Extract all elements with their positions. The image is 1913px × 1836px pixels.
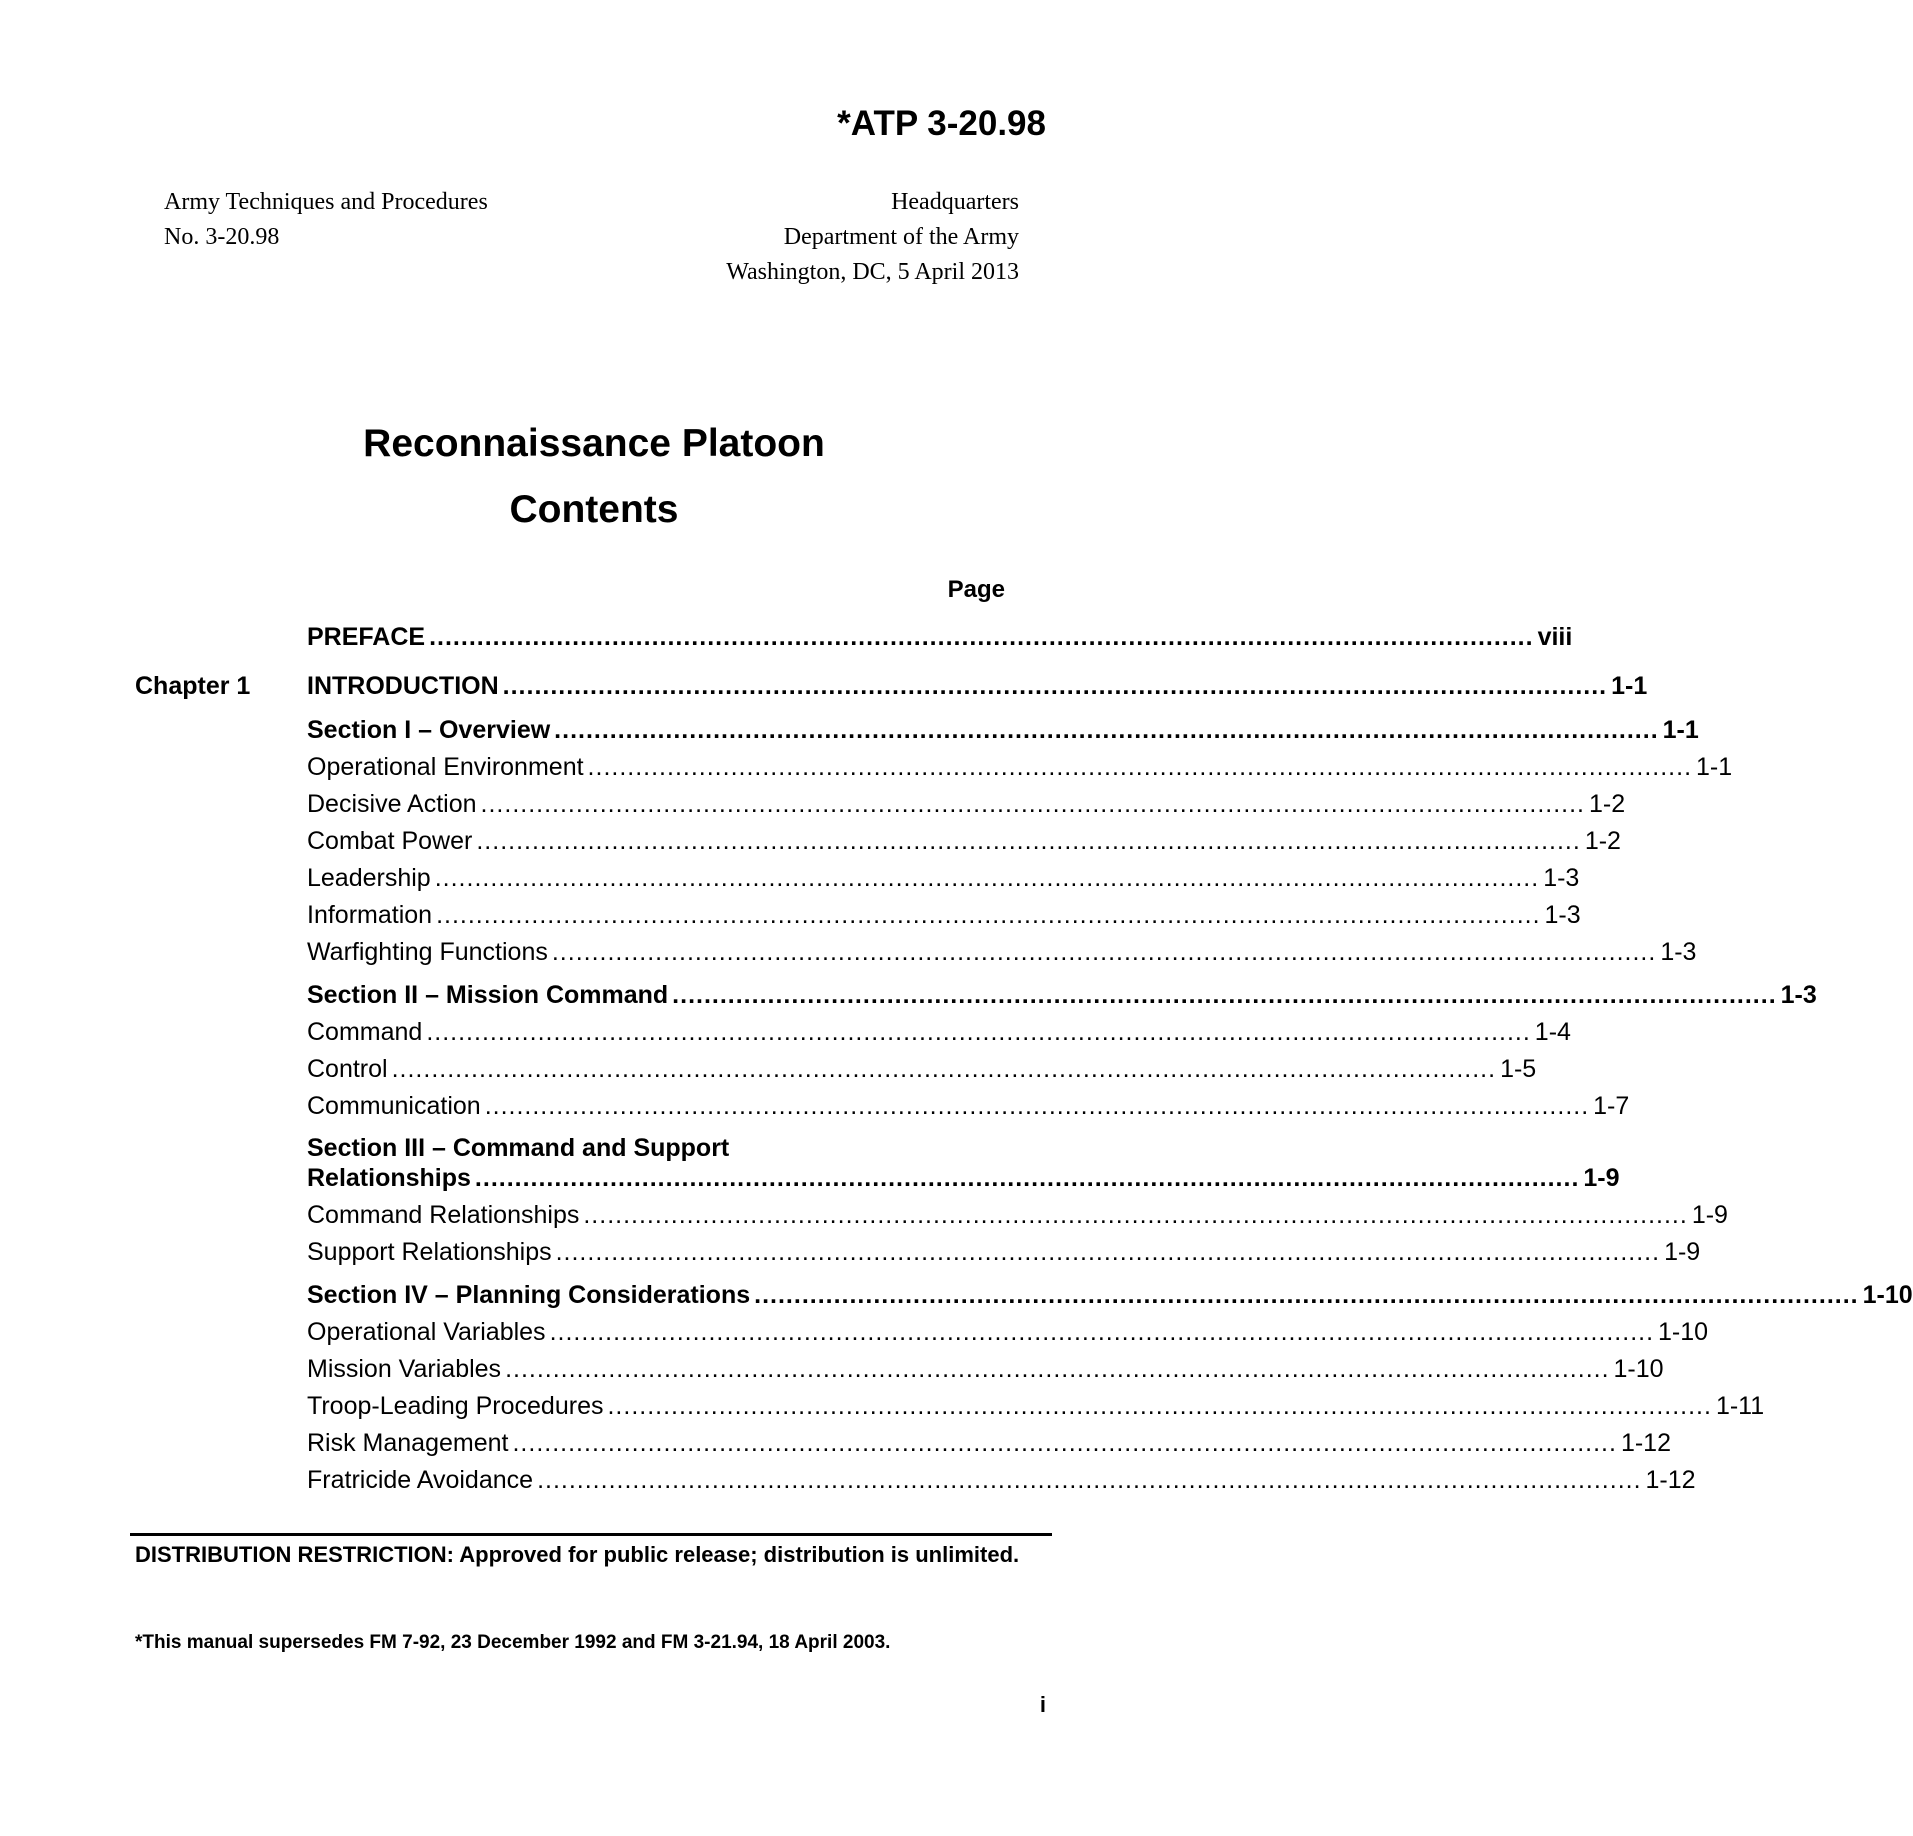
toc-leader-dots: ...........................................................................................................................................: [429, 623, 1534, 651]
toc-entry-title: Risk Management: [307, 1429, 509, 1457]
toc-entry-page: viii: [1537, 623, 1573, 651]
toc-entry-page: 1-12: [1620, 1429, 1671, 1457]
toc-leader-dots: ...........................................................................................................................................: [555, 1238, 1661, 1266]
toc-leader-dots: ...........................................................................................................................................: [754, 1281, 1859, 1309]
toc-entry-chapter-1[interactable]: [307, 671, 1648, 702]
toc-entry-page: 1-3: [1544, 901, 1581, 929]
toc-entry[interactable]: [307, 1017, 1571, 1048]
toc-entry-title: Operational Variables: [307, 1318, 546, 1346]
toc-entry[interactable]: [307, 1465, 1696, 1496]
toc-entry-page: 1-1: [1696, 753, 1733, 781]
toc-entry-page: 1-9: [1691, 1201, 1728, 1229]
publication-number: No. 3-20.98: [164, 224, 280, 250]
toc-leader-dots: ...........................................................................................................................................: [476, 827, 1581, 855]
toc-leader-dots: ...........................................................................................................................................: [554, 716, 1659, 744]
toc-entry-page: 1-3: [1780, 981, 1817, 1009]
toc-entry-page: 1-12: [1645, 1466, 1696, 1494]
toc-leader-dots: ...........................................................................................................................................: [549, 1318, 1655, 1346]
document-title: Reconnaissance Platoon: [363, 422, 825, 465]
toc-entry-page: 1-7: [1593, 1092, 1630, 1120]
toc-entry-section[interactable]: [307, 715, 1699, 746]
toc-leader-dots: ...........................................................................................................................................: [537, 1466, 1642, 1494]
issuing-authority: [726, 185, 1019, 290]
toc-entry-title: Mission Variables: [307, 1355, 502, 1383]
toc-leader-dots: ...........................................................................................................................................: [484, 1092, 1590, 1120]
toc-leader-dots: ...........................................................................................................................................: [502, 672, 1608, 700]
toc-leader-dots: ...........................................................................................................................................: [512, 1429, 1617, 1457]
toc-entry-title: Control: [307, 1055, 388, 1083]
toc-leader-dots: ...........................................................................................................................................: [583, 1201, 1688, 1229]
toc-entry-page: 1-2: [1584, 827, 1621, 855]
toc-entry[interactable]: [307, 1391, 1765, 1422]
toc-entry[interactable]: [307, 1054, 1537, 1085]
toc-entry[interactable]: [307, 1428, 1671, 1459]
toc-entry[interactable]: [307, 1237, 1701, 1268]
toc-entry-title: Information: [307, 901, 433, 929]
authority-headquarters: Headquarters: [891, 189, 1019, 215]
page-column-label: Page: [947, 576, 1005, 603]
toc-leader-dots: ...........................................................................................................................................: [391, 1055, 1497, 1083]
toc-entry-page: 1-10: [1658, 1318, 1709, 1346]
toc-entry[interactable]: [307, 900, 1581, 931]
toc-entry[interactable]: [307, 752, 1733, 783]
publication-series: Army Techniques and Procedures: [164, 189, 488, 215]
chapter-label: Chapter 1: [135, 672, 251, 700]
toc-entry[interactable]: [307, 1354, 1664, 1385]
authority-department: Department of the Army: [783, 224, 1019, 250]
toc-entry-section[interactable]: [307, 1163, 1620, 1194]
toc-entry-page: 1-5: [1500, 1055, 1537, 1083]
toc-entry-section[interactable]: [307, 980, 1817, 1011]
toc-entry-title: Troop-Leading Procedures: [307, 1392, 604, 1420]
toc-entry-page: 1-3: [1543, 864, 1580, 892]
toc-entry-page: 1-1: [1662, 716, 1699, 744]
toc-entry-title: INTRODUCTION: [307, 672, 499, 700]
toc-entry-page: 1-9: [1583, 1164, 1620, 1192]
toc-entry-title: Command: [307, 1018, 423, 1046]
toc-entry[interactable]: [307, 863, 1580, 894]
toc-entry-page: 1-4: [1534, 1018, 1571, 1046]
toc-entry-title: Operational Environment: [307, 753, 584, 781]
toc-leader-dots: ...........................................................................................................................................: [426, 1018, 1531, 1046]
toc-entry[interactable]: [307, 826, 1621, 857]
toc-leader-dots: ...........................................................................................................................................: [474, 1164, 1580, 1192]
toc-entry-page: 1-3: [1660, 938, 1697, 966]
toc-entry-page: 1-9: [1664, 1238, 1701, 1266]
toc-entry-title: Warfighting Functions: [307, 938, 548, 966]
toc-entry-title: Leadership: [307, 864, 431, 892]
toc-entry[interactable]: [307, 789, 1626, 820]
authority-location-date: Washington, DC, 5 April 2013: [726, 259, 1019, 285]
toc-entry[interactable]: [307, 937, 1697, 968]
toc-entry-title: Support Relationships: [307, 1238, 552, 1266]
toc-entry[interactable]: [307, 1091, 1630, 1122]
toc-leader-dots: ...........................................................................................................................................: [505, 1355, 1610, 1383]
toc-entry-title: Decisive Action: [307, 790, 477, 818]
toc-entry-page: 1-11: [1715, 1392, 1765, 1420]
toc-entry[interactable]: [307, 1200, 1728, 1231]
publication-identifier: [164, 185, 488, 255]
toc-leader-dots: ...........................................................................................................................................: [672, 981, 1777, 1009]
page-number: i: [1039, 1692, 1046, 1717]
toc-entry-page: 1-10: [1862, 1281, 1913, 1309]
toc-entry-title: Command Relationships: [307, 1201, 580, 1229]
contents-heading: Contents: [509, 488, 679, 531]
toc-leader-dots: ...........................................................................................................................................: [436, 901, 1541, 929]
toc-entry[interactable]: [307, 1317, 1709, 1348]
toc-entry-page: 1-2: [1589, 790, 1626, 818]
toc-entry-title: Section II – Mission Command: [307, 981, 669, 1009]
toc-entry-title: Combat Power: [307, 827, 473, 855]
toc-entry-title: Communication: [307, 1092, 481, 1120]
toc-entry-title: Fratricide Avoidance: [307, 1466, 534, 1494]
toc-entry-section[interactable]: [307, 1280, 1913, 1311]
toc-entry-title: Relationships: [307, 1164, 471, 1192]
toc-entry-title: Section IV – Planning Considerations: [307, 1281, 751, 1309]
toc-leader-dots: ...........................................................................................................................................: [434, 864, 1540, 892]
toc-leader-dots: ...........................................................................................................................................: [607, 1392, 1712, 1420]
document-number: *ATP 3-20.98: [837, 104, 1046, 143]
toc-entry-page: 1-1: [1611, 672, 1648, 700]
toc-entry-title: Section I – Overview: [307, 716, 551, 744]
supersedes-note: *This manual supersedes FM 7-92, 23 December 1992 and FM 3-21.94, 18 April 2003.: [135, 1632, 891, 1653]
distribution-restriction: DISTRIBUTION RESTRICTION: Approved for public release; distribution is unlimited.: [135, 1542, 1020, 1567]
toc-entry-preface[interactable]: [307, 622, 1573, 653]
toc-entry-title: PREFACE: [307, 623, 426, 651]
toc-leader-dots: ...........................................................................................................................................: [551, 938, 1657, 966]
toc-leader-dots: ...........................................................................................................................................: [480, 790, 1585, 818]
toc-entry-page: 1-10: [1613, 1355, 1664, 1383]
toc-entry-section-title-line1[interactable]: Section III – Command and Support: [307, 1134, 730, 1162]
toc-leader-dots: ...........................................................................................................................................: [587, 753, 1693, 781]
distribution-divider: [130, 1533, 1052, 1536]
